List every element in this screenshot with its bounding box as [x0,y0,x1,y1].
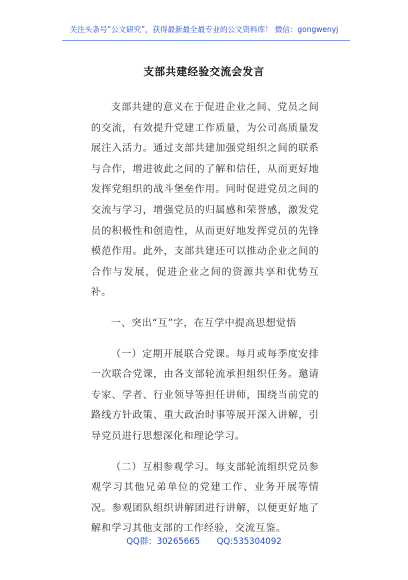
sub-paragraph-1: （一）定期开展联合党课。每月或每季度安排一次联合党课，由各支部轮流承担组织任务。邀请专家、学者、行业领导等担任讲师，围绕当前党的路线方针政策、重大政治时事等展开深入讲解，引导党员进行思想深化和理论学习。 [91,348,319,442]
qq-number-text: QQ:535304092 [216,537,282,547]
footer-contact [0,535,408,547]
qq-group-text: QQ群：30265665 [126,537,201,547]
header-divider [62,40,350,41]
document-title: 支部共建经验交流会发言 [143,66,265,78]
section-heading: 一、突出“互”字，在互学中提高思想觉悟 [111,317,297,329]
document-body [91,98,319,540]
header-banner: 关注头条号“公文研究”，获得最新最全最专业的公文资料库！ 微信：gongwenyj [69,25,339,34]
intro-paragraph: 支部共建的意义在于促进企业之间、党员之间的交流，有效提升党建工作质量，为公司高质量发展注入活力。通过支部共建加强党组织之间的联系与合作，增进彼此之间的了解和信任，从而更好地发挥党组织的战斗堡垒作用。同时促进党员之间的交流与学习，增强党员的归属感和荣誉感，激发党员的积极性和创造性，从而更好地发挥党员的先锋模范作用。此外，支部共建还可以推动企业之间的合作与发展，促进企业之间的资源共享和优势互补。 [91,102,319,299]
sub-paragraph-2: （二）互相参观学习。每支部轮流组织党员参观学习其他兄弟单位的党建工作、业务开展等情况。参观团队组织讲解团进行讲解，以便更好地了解和学习其他支部的工作经验，交流互鉴。 [91,461,319,535]
